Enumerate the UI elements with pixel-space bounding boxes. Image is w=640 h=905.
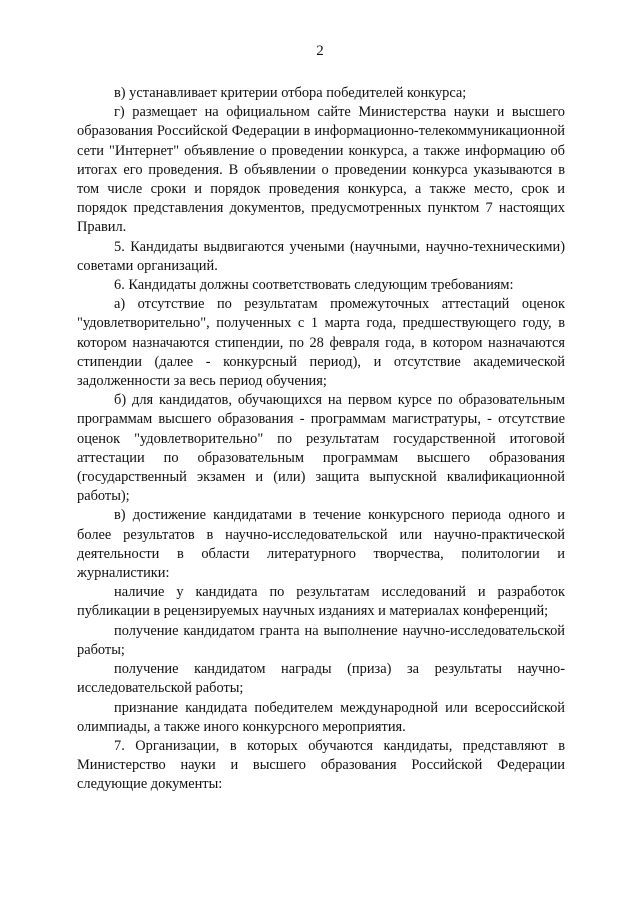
paragraph-candidate-nomination: 5. Кандидаты выдвигаются учеными (научными, научно-техническими) советами организаций. xyxy=(77,238,565,274)
paragraph-achievement-grant: получение кандидатом гранта на выполнение научно-исследовательской работы; xyxy=(77,622,565,658)
paragraph-achievement-award: получение кандидатом награды (приза) за результаты научно-исследовательской работы; xyxy=(77,661,565,697)
paragraph-requirements-intro: 6. Кандидаты должны соответствовать следующим требованиям: xyxy=(114,277,514,294)
paragraph-requirement-c: в) достижение кандидатами в течение конкурсного периода одного и более результатов в научно-исследовательской или научно-практической деятельности в области литературного творчества, политологии и журналистики: xyxy=(77,507,565,582)
document-body xyxy=(77,84,565,795)
paragraph-achievement-olympiad: признание кандидата победителем международной или всероссийской олимпиады, а также иного конкурсного мероприятия. xyxy=(77,699,565,735)
paragraph-publication-announcement: г) размещает на официальном сайте Министерства науки и высшего образования Российской Федерации в информационно-телекоммуникационной сети "Интернет" объявление о проведении конкурса, а также информацию об итогах его проведения. В объявлении о проведении конкурса указываются в том числе сроки и порядок проведения конкурса, а также место, срок и порядок представления документов, предусмотренных пунктом 7 настоящих Правил. xyxy=(77,104,565,236)
paragraph-requirement-b: б) для кандидатов, обучающихся на первом курсе по образовательным программам высшего образования - программам магистратуры, - отсутствие оценок "удовлетворительно" по результатам государственной итоговой аттестации по образовательным программам высшего образования (государственный экзамен и (или) защита выпускной квалификационной работы); xyxy=(77,392,565,505)
paragraph-documents-submission: 7. Организации, в которых обучаются кандидаты, представляют в Министерство науки и высшего образования Российской Федерации следующие документы: xyxy=(77,737,565,793)
paragraph-requirement-a: а) отсутствие по результатам промежуточных аттестаций оценок "удовлетворительно", полученных с 1 марта года, предшествующего году, в котором назначаются стипендии, по 28 февраля года, в котором назначаются стипендии (далее - конкурсный период), и отсутствие академической задолженности за весь период обучения; xyxy=(77,296,565,390)
paragraph-selection-criteria: в) устанавливает критерии отбора победителей конкурса; xyxy=(114,85,467,101)
page-number: 2 xyxy=(316,43,324,59)
paragraph-achievement-publications: наличие у кандидата по результатам исследований и разработок публикации в рецензируемых научных изданиях и материалах конференций; xyxy=(77,584,565,620)
